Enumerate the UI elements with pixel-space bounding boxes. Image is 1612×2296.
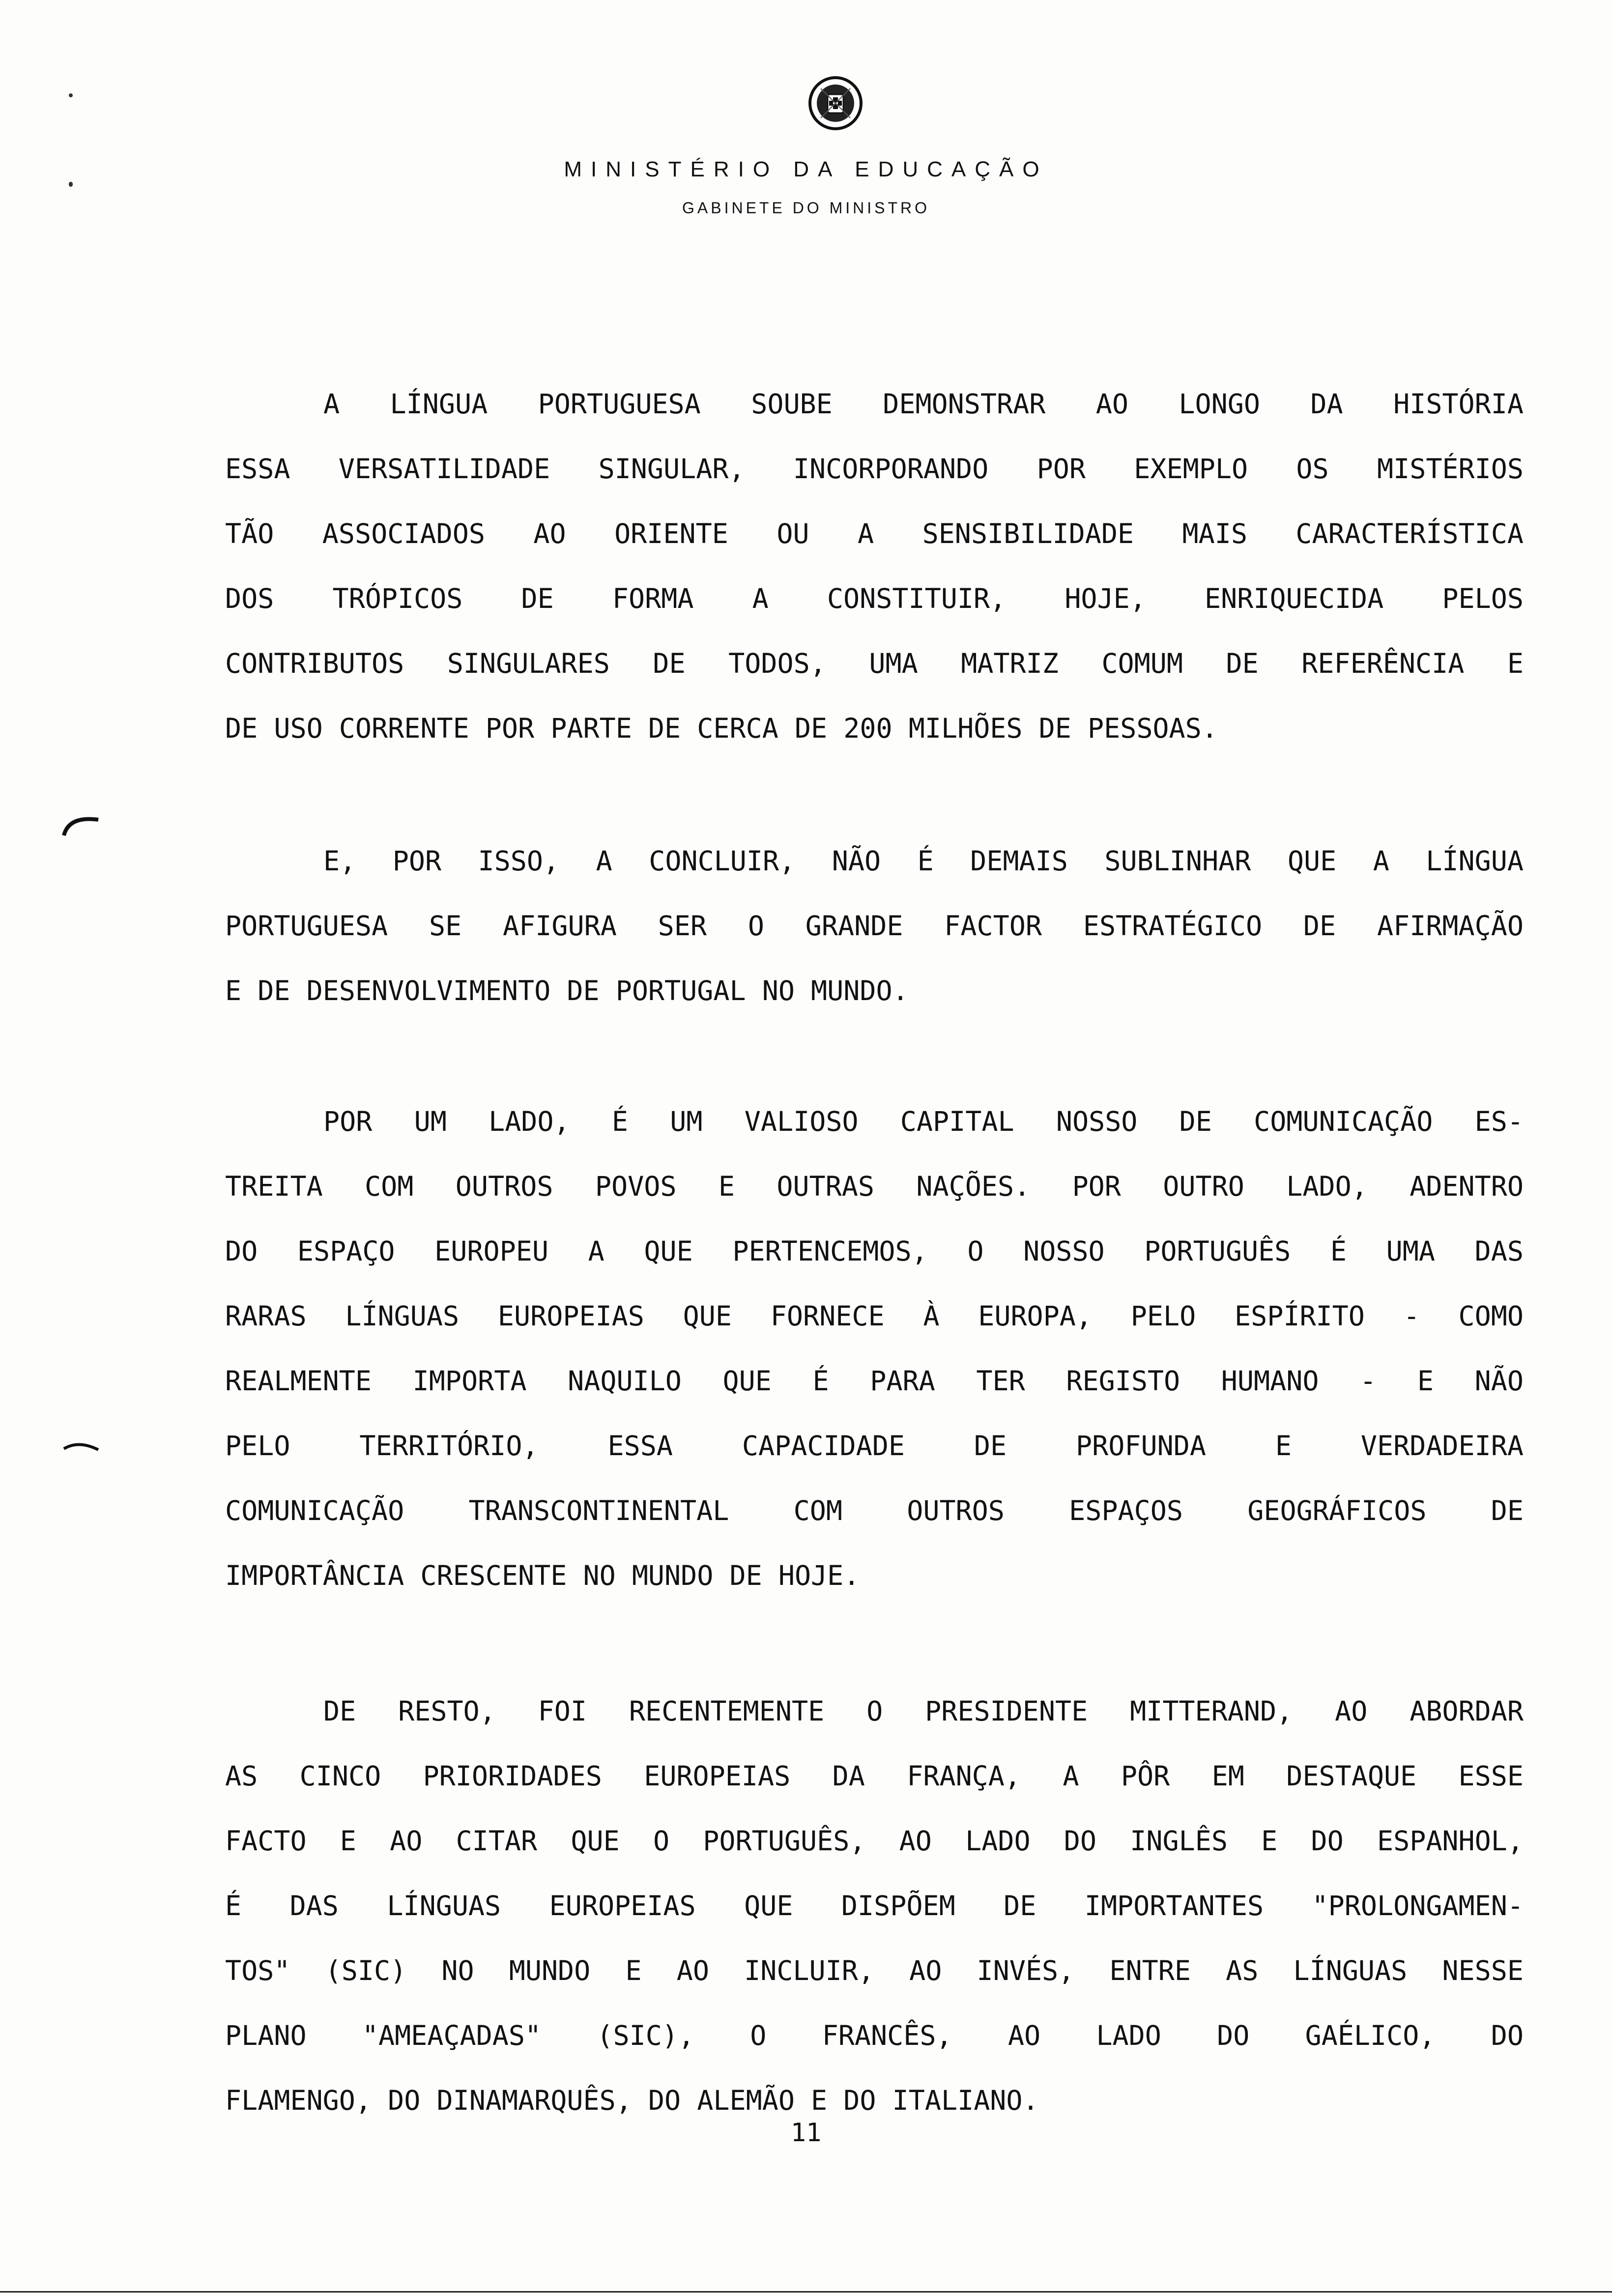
text-line: TOS" (SIC) NO MUNDO E AO INCLUIR, AO INVÉS, ENTRE AS LÍNGUAS NESSE — [225, 1955, 1524, 1986]
text-line: E, POR ISSO, A CONCLUIR, NÃO É DEMAIS SUBLINHAR QUE A LÍNGUA — [323, 845, 1524, 877]
text-line: AS CINCO PRIORIDADES EUROPEIAS DA FRANÇA, A PÔR EM DESTAQUE ESSE — [225, 1760, 1524, 1792]
margin-dot — [69, 93, 73, 97]
text-line: TREITA COM OUTROS POVOS E OUTRAS NAÇÕES. POR OUTRO LADO, ADENTRO — [225, 1171, 1524, 1202]
text-line: FACTO E AO CITAR QUE O PORTUGUÊS, AO LADO DO INGLÊS E DO ESPANHOL, — [225, 1825, 1524, 1857]
cabinet-subtitle: GABINETE DO MINISTRO — [682, 199, 930, 217]
text-line: DE RESTO, FOI RECENTEMENTE O PRESIDENTE MITTERAND, AO ABORDAR — [323, 1695, 1524, 1727]
text-line: TÃO ASSOCIADOS AO ORIENTE OU A SENSIBILIDADE MAIS CARACTERÍSTICA — [225, 518, 1524, 549]
paragraph-2 — [225, 829, 1524, 1023]
text-line: IMPORTÂNCIA CRESCENTE NO MUNDO DE HOJE. — [225, 1560, 860, 1591]
margin-dot — [69, 182, 73, 187]
text-line: DO ESPAÇO EUROPEU A QUE PERTENCEMOS, O NOSSO PORTUGUÊS É UMA DAS — [225, 1235, 1524, 1267]
text-line: DOS TRÓPICOS DE FORMA A CONSTITUIR, HOJE, ENRIQUECIDA PELOS — [225, 583, 1524, 614]
bottom-edge-rule — [0, 2291, 1612, 2293]
text-line: PORTUGUESA SE AFIGURA SER O GRANDE FACTOR ESTRATÉGICO DE AFIRMAÇÃO — [225, 910, 1524, 942]
text-line: É DAS LÍNGUAS EUROPEIAS QUE DISPÕEM DE IMPORTANTES "PROLONGAMEN- — [225, 1890, 1524, 1922]
paragraph-3 — [225, 1089, 1524, 1608]
text-line: COMUNICAÇÃO TRANSCONTINENTAL COM OUTROS ESPAÇOS GEOGRÁFICOS DE — [225, 1495, 1524, 1526]
text-line: E DE DESENVOLVIMENTO DE PORTUGAL NO MUNDO. — [225, 975, 909, 1006]
text-line: DE USO CORRENTE POR PARTE DE CERCA DE 200 MILHÕES DE PESSOAS. — [225, 713, 1218, 744]
text-line: PLANO "AMEAÇADAS" (SIC), O FRANCÊS, AO LADO DO GAÉLICO, DO — [225, 2020, 1524, 2051]
paragraph-4 — [225, 1679, 1524, 2133]
text-line: RARAS LÍNGUAS EUROPEIAS QUE FORNECE À EUROPA, PELO ESPÍRITO - COMO — [225, 1300, 1524, 1332]
page-number: 11 — [790, 2118, 822, 2148]
margin-dash-mark — [59, 1435, 103, 1455]
text-line: POR UM LADO, É UM VALIOSO CAPITAL NOSSO DE COMUNICAÇÃO ES- — [323, 1106, 1524, 1137]
ministry-title: MINISTÉRIO DA EDUCAÇÃO — [564, 157, 1048, 181]
text-line: A LÍNGUA PORTUGUESA SOUBE DEMONSTRAR AO LONGO DA HISTÓRIA — [323, 388, 1524, 420]
paragraph-1 — [225, 372, 1524, 761]
margin-bracket-mark — [59, 811, 103, 840]
text-line: PELO TERRITÓRIO, ESSA CAPACIDADE DE PROFUNDA E VERDADEIRA — [225, 1430, 1524, 1462]
text-line: CONTRIBUTOS SINGULARES DE TODOS, UMA MATRIZ COMUM DE REFERÊNCIA E — [225, 648, 1524, 679]
text-line: REALMENTE IMPORTA NAQUILO QUE É PARA TER REGISTO HUMANO - E NÃO — [225, 1365, 1524, 1397]
text-line: ESSA VERSATILIDADE SINGULAR, INCORPORANDO POR EXEMPLO OS MISTÉRIOS — [225, 453, 1524, 485]
text-line: FLAMENGO, DO DINAMARQUÊS, DO ALEMÃO E DO ITALIANO. — [225, 2085, 1039, 2116]
coat-of-arms-seal-icon — [806, 74, 865, 133]
